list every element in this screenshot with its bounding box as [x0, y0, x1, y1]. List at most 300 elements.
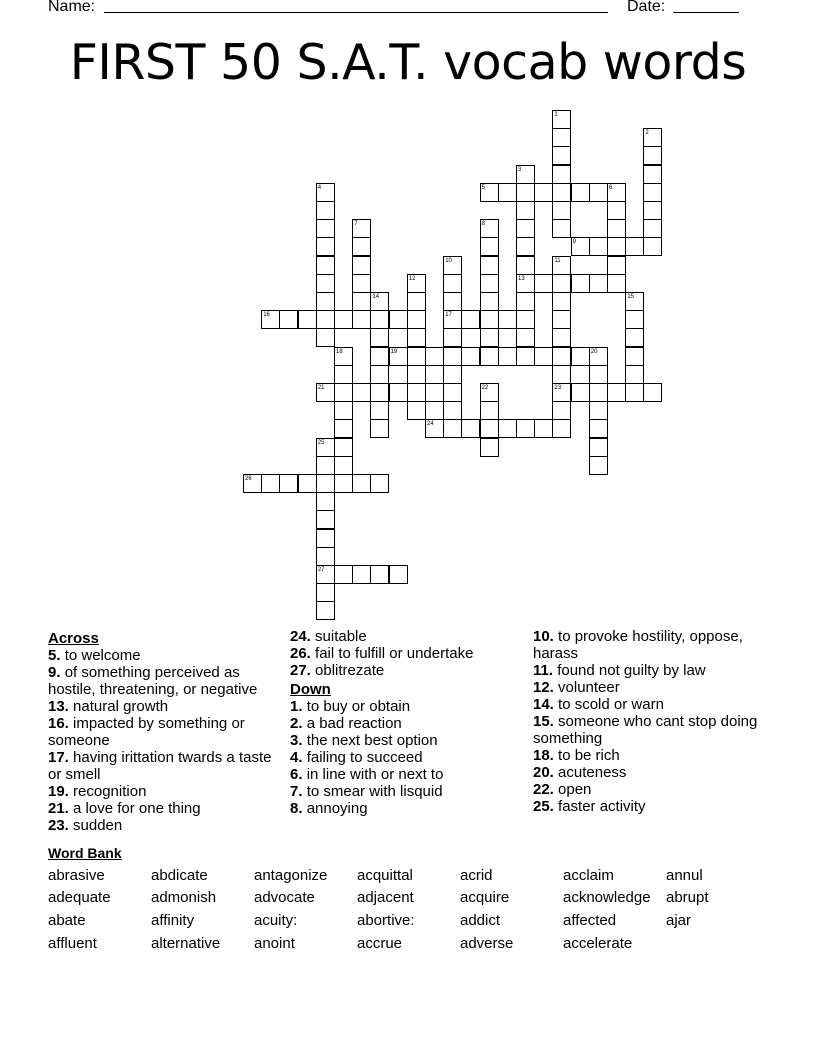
word-bank-word: acknowledge: [563, 889, 651, 906]
crossword-cell[interactable]: [552, 183, 571, 202]
crossword-cell[interactable]: [589, 401, 608, 420]
crossword-cell[interactable]: [589, 383, 608, 402]
clue-number-label: 2.: [290, 715, 303, 732]
clue-item: [533, 781, 768, 798]
crossword-cell[interactable]: [316, 529, 335, 548]
date-blank-line[interactable]: [673, 12, 739, 13]
clue-number-label: 25.: [533, 798, 554, 815]
clue-text: fail to fulfill or undertake: [315, 645, 474, 662]
clue-text: having irittation twards a taste or smell: [48, 749, 272, 783]
clue-item: [533, 798, 768, 815]
crossword-cell[interactable]: [589, 438, 608, 457]
crossword-cell[interactable]: [370, 474, 389, 493]
crossword-cell[interactable]: [480, 310, 499, 329]
clue-number: 20: [590, 348, 598, 355]
clue-number: 15: [627, 294, 634, 300]
crossword-cell[interactable]: [625, 365, 644, 384]
word-bank-word: adverse: [460, 935, 514, 952]
crossword-cell[interactable]: [607, 256, 626, 275]
word-bank-word: abrasive: [48, 867, 105, 884]
crossword-cell[interactable]: [571, 274, 590, 293]
crossword-cell[interactable]: [516, 274, 535, 293]
crossword-cell[interactable]: [425, 347, 444, 366]
clue-number: 9: [572, 239, 576, 246]
crossword-cell[interactable]: [534, 347, 553, 366]
clue-text: natural growth: [73, 698, 169, 715]
crossword-cell[interactable]: [552, 365, 571, 384]
word-bank-word: acrid: [460, 867, 493, 884]
crossword-cell[interactable]: [316, 601, 335, 620]
clue-number-label: 19.: [48, 783, 69, 800]
crossword-cell[interactable]: [334, 310, 353, 329]
clue-item: [48, 647, 286, 664]
crossword-cell[interactable]: [352, 383, 371, 402]
crossword-cell[interactable]: [643, 128, 662, 147]
clue-text: oblitrezate: [315, 662, 385, 679]
clue-text: suitable: [315, 628, 367, 645]
crossword-cell[interactable]: [571, 237, 590, 256]
crossword-cell[interactable]: [407, 401, 426, 420]
word-bank-word: accelerate: [563, 935, 633, 952]
crossword-cell[interactable]: [389, 310, 408, 329]
clue-text: someone who cant stop doing something: [533, 713, 758, 747]
clue-number: 19: [390, 348, 398, 355]
clue-number-label: 7.: [290, 783, 303, 800]
crossword-cell[interactable]: [552, 292, 571, 311]
clue-item: [533, 679, 768, 696]
crossword-cell[interactable]: [334, 401, 353, 420]
crossword-cell[interactable]: [625, 328, 644, 347]
clue-text: to buy or obtain: [306, 698, 411, 715]
crossword-cell[interactable]: [643, 383, 662, 402]
crossword-cell[interactable]: [589, 274, 608, 293]
crossword-cell[interactable]: [316, 438, 335, 457]
crossword-cell[interactable]: [443, 328, 462, 347]
word-bank-word: acquire: [460, 889, 510, 906]
clue-item: [48, 698, 286, 715]
clue-number: 10: [445, 257, 452, 264]
clue-number: 1: [554, 112, 558, 118]
clue-number-label: 1.: [290, 698, 303, 715]
clue-number-label: 23.: [48, 817, 69, 834]
crossword-cell[interactable]: [316, 510, 335, 529]
clue-number: 17: [445, 312, 452, 319]
crossword-cell[interactable]: [607, 383, 626, 402]
word-bank-word: addict: [460, 912, 501, 929]
crossword-cell[interactable]: [607, 274, 626, 293]
crossword-cell[interactable]: [316, 456, 335, 475]
clue-item: [533, 764, 768, 781]
clue-text: a bad reaction: [306, 715, 402, 732]
crossword-cell[interactable]: [316, 274, 335, 293]
crossword-cell[interactable]: [552, 110, 571, 129]
crossword-cell[interactable]: [552, 219, 571, 238]
crossword-cell[interactable]: [425, 419, 444, 438]
clue-text: recognition: [73, 783, 147, 800]
clue-item: [533, 747, 768, 764]
crossword-cell[interactable]: [352, 310, 371, 329]
clue-number-label: 14.: [533, 696, 554, 713]
crossword-cell[interactable]: [461, 310, 480, 329]
crossword-cell[interactable]: [516, 347, 535, 366]
crossword-cell[interactable]: [480, 274, 499, 293]
crossword-cell[interactable]: [625, 310, 644, 329]
crossword-cell[interactable]: [334, 474, 353, 493]
clue-text: volunteer: [558, 679, 620, 696]
clue-item: [290, 698, 525, 715]
crossword-cell[interactable]: [607, 201, 626, 220]
crossword-cell[interactable]: [589, 237, 608, 256]
crossword-cell[interactable]: [552, 347, 571, 366]
clue-item: [48, 749, 286, 783]
clue-text: faster activity: [558, 798, 646, 815]
crossword-cell[interactable]: [552, 165, 571, 184]
clue-item: [48, 715, 286, 749]
clue-text: to be rich: [558, 747, 620, 764]
clue-text: found not guilty by law: [557, 662, 706, 679]
crossword-cell[interactable]: [552, 256, 571, 275]
crossword-cell[interactable]: [316, 474, 335, 493]
clue-text: sudden: [73, 817, 123, 834]
clue-number: 6: [609, 184, 613, 191]
crossword-cell[interactable]: [316, 201, 335, 220]
crossword-cell[interactable]: [643, 146, 662, 165]
clue-number: 24: [427, 421, 434, 428]
crossword-cell[interactable]: [461, 419, 480, 438]
crossword-cell[interactable]: [316, 565, 335, 584]
crossword-cell[interactable]: [643, 165, 662, 184]
crossword-cell[interactable]: [552, 310, 571, 329]
date-label: Date:: [627, 0, 666, 15]
crossword-cell[interactable]: [316, 219, 335, 238]
crossword-cell[interactable]: [589, 419, 608, 438]
across-section-title: Across: [48, 630, 99, 647]
crossword-cell[interactable]: [316, 492, 335, 511]
crossword-cell[interactable]: [407, 274, 426, 293]
clue-number-label: 6.: [290, 766, 303, 783]
clue-text: of something perceived as hostile, threatening, or negative: [48, 664, 258, 698]
crossword-cell[interactable]: [443, 347, 462, 366]
crossword-cell[interactable]: [607, 219, 626, 238]
crossword-cell[interactable]: [643, 219, 662, 238]
crossword-cell[interactable]: [316, 383, 335, 402]
clue-text: to provoke hostility, oppose, harass: [533, 628, 743, 662]
clue-item: [533, 696, 768, 713]
clue-item: [290, 662, 525, 679]
crossword-cell[interactable]: [625, 383, 644, 402]
crossword-cell[interactable]: [316, 328, 335, 347]
crossword-cell[interactable]: [480, 183, 499, 202]
crossword-cell[interactable]: [552, 328, 571, 347]
crossword-cell[interactable]: [334, 347, 353, 366]
crossword-cell[interactable]: [316, 237, 335, 256]
crossword-cell[interactable]: [370, 328, 389, 347]
crossword-cell[interactable]: [625, 347, 644, 366]
crossword-cell[interactable]: [534, 183, 553, 202]
crossword-cell[interactable]: [552, 419, 571, 438]
crossword-cell[interactable]: [516, 219, 535, 238]
clue-number-label: 8.: [290, 800, 303, 817]
clue-number: 8: [481, 221, 485, 228]
clue-number: 4: [317, 184, 322, 191]
crossword-cell[interactable]: [552, 128, 571, 147]
word-bank-word: affinity: [151, 912, 195, 929]
crossword-cell[interactable]: [316, 292, 335, 311]
clue-number: 16: [263, 312, 270, 319]
word-bank-word: abrupt: [666, 889, 709, 906]
name-blank-line[interactable]: [104, 12, 608, 13]
crossword-cell[interactable]: [534, 274, 553, 293]
clue-number-label: 11.: [533, 662, 554, 679]
crossword-cell[interactable]: [516, 183, 535, 202]
crossword-cell[interactable]: [534, 419, 553, 438]
crossword-cell[interactable]: [352, 474, 371, 493]
crossword-cell[interactable]: [643, 201, 662, 220]
clue-text: in line with or next to: [306, 766, 444, 783]
crossword-cell[interactable]: [443, 401, 462, 420]
crossword-cell[interactable]: [352, 256, 371, 275]
crossword-cell[interactable]: [370, 347, 389, 366]
crossword-cell[interactable]: [352, 274, 371, 293]
crossword-cell[interactable]: [352, 565, 371, 584]
crossword-cell[interactable]: [443, 419, 462, 438]
crossword-cell[interactable]: [425, 383, 444, 402]
crossword-cell[interactable]: [443, 310, 462, 329]
crossword-cell[interactable]: [589, 365, 608, 384]
crossword-cell[interactable]: [370, 310, 389, 329]
word-bank-word: anoint: [254, 935, 295, 952]
crossword-cell[interactable]: [407, 310, 426, 329]
crossword-cell[interactable]: [407, 365, 426, 384]
crossword-cell[interactable]: [407, 328, 426, 347]
clue-number-label: 27.: [290, 662, 311, 679]
crossword-cell[interactable]: [625, 292, 644, 311]
crossword-cell[interactable]: [571, 347, 590, 366]
crossword-cell[interactable]: [480, 292, 499, 311]
clue-column-2: [290, 628, 525, 817]
crossword-cell[interactable]: [480, 419, 499, 438]
word-bank-word: admonish: [151, 889, 217, 906]
clue-item: [290, 645, 525, 662]
clue-item: [290, 715, 525, 732]
clue-item: [533, 713, 768, 747]
crossword-cell[interactable]: [389, 383, 408, 402]
crossword-cell[interactable]: [552, 146, 571, 165]
word-bank-word: ajar: [666, 912, 692, 929]
crossword-cell[interactable]: [279, 310, 298, 329]
clue-text: annoying: [306, 800, 368, 817]
crossword-cell[interactable]: [516, 328, 535, 347]
clue-text: to welcome: [64, 647, 141, 664]
clue-number-label: 24.: [290, 628, 311, 645]
crossword-cell[interactable]: [516, 292, 535, 311]
clue-number: 14: [372, 294, 380, 300]
crossword-cell[interactable]: [552, 383, 571, 402]
crossword-cell[interactable]: [443, 256, 462, 275]
clue-number-label: 26.: [290, 645, 311, 662]
crossword-cell[interactable]: [498, 310, 517, 329]
crossword-cell[interactable]: [279, 474, 298, 493]
word-bank-word: acuity:: [254, 912, 298, 929]
clue-number: 18: [336, 348, 343, 355]
crossword-cell[interactable]: [480, 256, 499, 275]
crossword-cell[interactable]: [389, 565, 408, 584]
crossword-cell[interactable]: [352, 219, 371, 238]
crossword-cell[interactable]: [261, 474, 280, 493]
crossword-cell[interactable]: [552, 274, 571, 293]
crossword-cell[interactable]: [443, 365, 462, 384]
crossword-cell[interactable]: [516, 310, 535, 329]
crossword-cell[interactable]: [498, 419, 517, 438]
crossword-cell[interactable]: [443, 383, 462, 402]
clue-item: [533, 628, 768, 662]
crossword-cell[interactable]: [498, 183, 517, 202]
clue-number: 2: [645, 130, 649, 137]
crossword-cell[interactable]: [607, 237, 626, 256]
clue-number: 13: [518, 275, 525, 282]
crossword-cell[interactable]: [643, 183, 662, 202]
clue-number-label: 3.: [290, 732, 303, 749]
crossword-cell[interactable]: [334, 419, 353, 438]
clue-number-label: 9.: [48, 664, 61, 681]
clue-item: [290, 800, 525, 817]
clue-text: to smear with lisquid: [306, 783, 443, 800]
clue-item: [290, 783, 525, 800]
clue-number: 26: [245, 476, 252, 482]
crossword-cell[interactable]: [461, 347, 480, 366]
clue-number-label: 16.: [48, 715, 69, 732]
crossword-cell[interactable]: [643, 237, 662, 256]
crossword-cell[interactable]: [571, 183, 590, 202]
crossword-cell[interactable]: [498, 347, 517, 366]
crossword-cell[interactable]: [407, 383, 426, 402]
crossword-cell[interactable]: [552, 401, 571, 420]
crossword-cell[interactable]: [589, 347, 608, 366]
crossword-cell[interactable]: [352, 237, 371, 256]
page-title: FIRST 50 S.A.T. vocab words: [69, 34, 747, 91]
crossword-cell[interactable]: [298, 474, 317, 493]
clue-number-label: 17.: [48, 749, 69, 766]
crossword-cell[interactable]: [298, 310, 317, 329]
crossword-cell[interactable]: [334, 456, 353, 475]
clue-item: [290, 732, 525, 749]
clue-item: [290, 628, 525, 645]
crossword-cell[interactable]: [316, 547, 335, 566]
clue-item: [48, 664, 286, 698]
word-bank-word: abdicate: [151, 867, 208, 884]
crossword-cell[interactable]: [370, 419, 389, 438]
crossword-cell[interactable]: [261, 310, 280, 329]
crossword-cell[interactable]: [589, 456, 608, 475]
crossword-cell[interactable]: [625, 237, 644, 256]
word-bank-word: abate: [48, 912, 86, 929]
crossword-cell[interactable]: [480, 347, 499, 366]
word-bank-title: Word Bank: [48, 845, 122, 861]
crossword-cell[interactable]: [480, 438, 499, 457]
crossword-cell[interactable]: [370, 292, 389, 311]
clue-number: 25: [317, 439, 325, 446]
crossword-cell[interactable]: [443, 274, 462, 293]
crossword-cell[interactable]: [443, 292, 462, 311]
name-label: Name:: [48, 0, 96, 15]
crossword-cell[interactable]: [571, 383, 590, 402]
clue-number: 5: [481, 184, 485, 191]
crossword-cell[interactable]: [607, 183, 626, 202]
crossword-cell[interactable]: [334, 365, 353, 384]
crossword-cell[interactable]: [243, 474, 262, 493]
crossword-cell[interactable]: [389, 347, 408, 366]
word-bank-word: adequate: [48, 889, 111, 906]
clue-number-label: 12.: [533, 679, 554, 696]
clue-text: the next best option: [306, 732, 438, 749]
crossword-cell[interactable]: [407, 292, 426, 311]
clue-item: [533, 662, 768, 679]
clue-column-1: [48, 628, 286, 834]
crossword-cell[interactable]: [316, 183, 335, 202]
clue-number-label: 21.: [48, 800, 69, 817]
crossword-cell[interactable]: [316, 583, 335, 602]
clue-column-3: [533, 628, 768, 815]
crossword-cell[interactable]: [370, 565, 389, 584]
crossword-cell[interactable]: [334, 383, 353, 402]
clue-number: 3: [518, 166, 522, 173]
crossword-cell[interactable]: [370, 383, 389, 402]
crossword-cell[interactable]: [480, 237, 499, 256]
clue-number: 22: [481, 385, 489, 391]
crossword-cell[interactable]: [370, 401, 389, 420]
word-bank-word: accrue: [357, 935, 403, 952]
crossword-cell[interactable]: [480, 328, 499, 347]
clue-number: 23: [554, 385, 562, 391]
crossword-cell[interactable]: [316, 310, 335, 329]
clue-number-label: 18.: [533, 747, 554, 764]
clue-item: [290, 766, 525, 783]
clue-number-label: 15.: [533, 713, 554, 730]
crossword-cell[interactable]: [334, 565, 353, 584]
crossword-cell[interactable]: [516, 237, 535, 256]
crossword-cell[interactable]: [516, 201, 535, 220]
crossword-cell[interactable]: [316, 256, 335, 275]
clue-number-label: 20.: [533, 764, 554, 781]
word-bank-word: annul: [666, 867, 703, 884]
clue-item: [48, 800, 286, 817]
header-line: [48, 0, 748, 20]
clue-item: [290, 749, 525, 766]
crossword-cell[interactable]: [480, 401, 499, 420]
crossword-cell[interactable]: [516, 165, 535, 184]
crossword-cell[interactable]: [334, 438, 353, 457]
clue-number-label: 10.: [533, 628, 554, 645]
crossword-cell[interactable]: [352, 292, 371, 311]
crossword-cell[interactable]: [407, 347, 426, 366]
word-bank-word: antagonize: [254, 867, 328, 884]
clue-text: to scold or warn: [558, 696, 664, 713]
clue-text: failing to succeed: [306, 749, 423, 766]
clue-number: 21: [317, 385, 325, 391]
clue-number: 12: [408, 275, 416, 282]
crossword-cell[interactable]: [516, 256, 535, 275]
word-bank-word: acclaim: [563, 867, 614, 884]
crossword-cell[interactable]: [480, 219, 499, 238]
clue-number-label: 13.: [48, 698, 69, 715]
crossword-cell[interactable]: [552, 201, 571, 220]
down-section-title: Down: [290, 681, 331, 698]
clue-number-label: 22.: [533, 781, 554, 798]
crossword-cell[interactable]: [589, 183, 608, 202]
crossword-cell[interactable]: [516, 419, 535, 438]
crossword-cell[interactable]: [370, 365, 389, 384]
crossword-cell[interactable]: [480, 383, 499, 402]
